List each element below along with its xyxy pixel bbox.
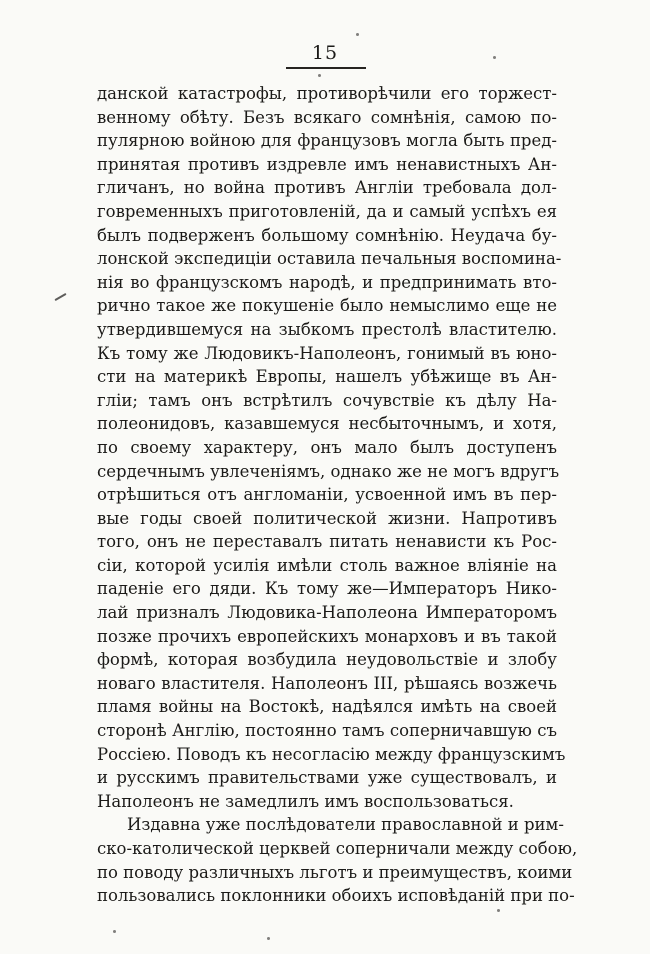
text-line: сторонѣ Англію, постоянно тамъ соперничавшую съ bbox=[97, 721, 557, 741]
text-line: паденіе его дяди. Къ тому же—Императоръ Нико- bbox=[97, 579, 557, 599]
text-line: пламя войны на Востокѣ, надѣялся имѣть на своей bbox=[97, 697, 557, 717]
text-line: венному обѣту. Безъ всякаго сомнѣнія, самою по- bbox=[97, 107, 557, 127]
text-line: ско-католической церквей соперничали между собою, bbox=[97, 839, 578, 858]
page-header bbox=[0, 42, 650, 64]
text-line: вые годы своей политической жизни. Напротивъ bbox=[97, 508, 557, 528]
text-line: гличанъ, но война противъ Англіи требовала дол- bbox=[97, 178, 557, 198]
text-line: отрѣшиться отъ англоманіи, усвоенной имъ въ пер- bbox=[97, 485, 557, 505]
page-number: 15 bbox=[311, 42, 339, 64]
text-line: новаго властителя. Наполеонъ III, рѣшаясь возжечь bbox=[97, 673, 557, 693]
text-line: позже прочихъ европейскихъ монарховъ и въ такой bbox=[97, 626, 557, 646]
text-line: того, онъ не переставалъ питать ненависти къ Рос- bbox=[97, 532, 557, 552]
text-line: гліи; тамъ онъ встрѣтилъ сочувствіе къ дѣлу На- bbox=[97, 390, 557, 410]
text-line: Къ тому же Людовикъ-Наполеонъ, гонимый въ юно- bbox=[97, 343, 557, 363]
scan-speck-dot bbox=[493, 56, 496, 59]
text-line: пулярною войною для французовъ могла быть пред- bbox=[97, 131, 557, 151]
text-line: сердечнымъ увлеченіямъ, однако же не могъ вдругъ bbox=[97, 461, 560, 481]
scan-speck-slash bbox=[54, 293, 66, 301]
page-number-rule bbox=[286, 67, 366, 69]
text-line: сіи, которой усилія имѣли столь важное вліяніе на bbox=[97, 555, 557, 575]
text-line: пользовались поклонники обоихъ исповѣданій при по- bbox=[97, 886, 575, 906]
text-line: лонской экспедиціи оставила печальныя воспомина- bbox=[97, 249, 562, 269]
text-line: полеонидовъ, казавшемуся несбыточнымъ, и хотя, bbox=[97, 414, 557, 434]
text-line: Издавна уже послѣдователи православной и рим- bbox=[127, 815, 564, 835]
text-line: принятая противъ издревле имъ ненавистныхъ Ан- bbox=[97, 154, 557, 174]
text-line: лай призналъ Людовика-Наполеона Императоромъ bbox=[97, 603, 557, 623]
text-line: сти на материкѣ Европы, нашелъ убѣжище въ Ан- bbox=[97, 367, 557, 387]
body-text bbox=[97, 82, 578, 908]
text-line: и русскимъ правительствами уже существовалъ, и bbox=[97, 768, 557, 788]
text-line: говременныхъ приготовленій, да и самый успѣхъ ея bbox=[97, 201, 557, 221]
text-line: Россіею. Поводъ къ несогласію между французскимъ bbox=[97, 744, 566, 764]
scan-speck-dot bbox=[318, 74, 321, 77]
text-line: данской катастрофы, противорѣчили его торжест- bbox=[97, 84, 557, 103]
scan-speck-dot bbox=[267, 937, 270, 940]
text-line: утвердившемуся на зыбкомъ престолѣ властителю. bbox=[97, 319, 557, 339]
text-line: рично такое же покушеніе было немыслимо еще не bbox=[97, 296, 557, 316]
scan-speck-dot bbox=[497, 909, 500, 912]
text-line: былъ подверженъ большому сомнѣнію. Неудача бу- bbox=[97, 225, 557, 245]
text-line: Наполеонъ не замедлилъ имъ воспользоваться. bbox=[97, 791, 514, 811]
scan-speck-dot bbox=[356, 33, 359, 36]
text-line: по своему характеру, онъ мало былъ доступенъ bbox=[97, 437, 557, 457]
text-line: по поводу различныхъ льготъ и преимуществъ, коими bbox=[97, 862, 573, 882]
text-line: формѣ, которая возбудила неудовольствіе и злобу bbox=[97, 650, 557, 670]
text-line: нія во французскомъ народѣ, и предпринимать вто- bbox=[97, 272, 557, 292]
scan-speck-dot bbox=[113, 930, 116, 933]
